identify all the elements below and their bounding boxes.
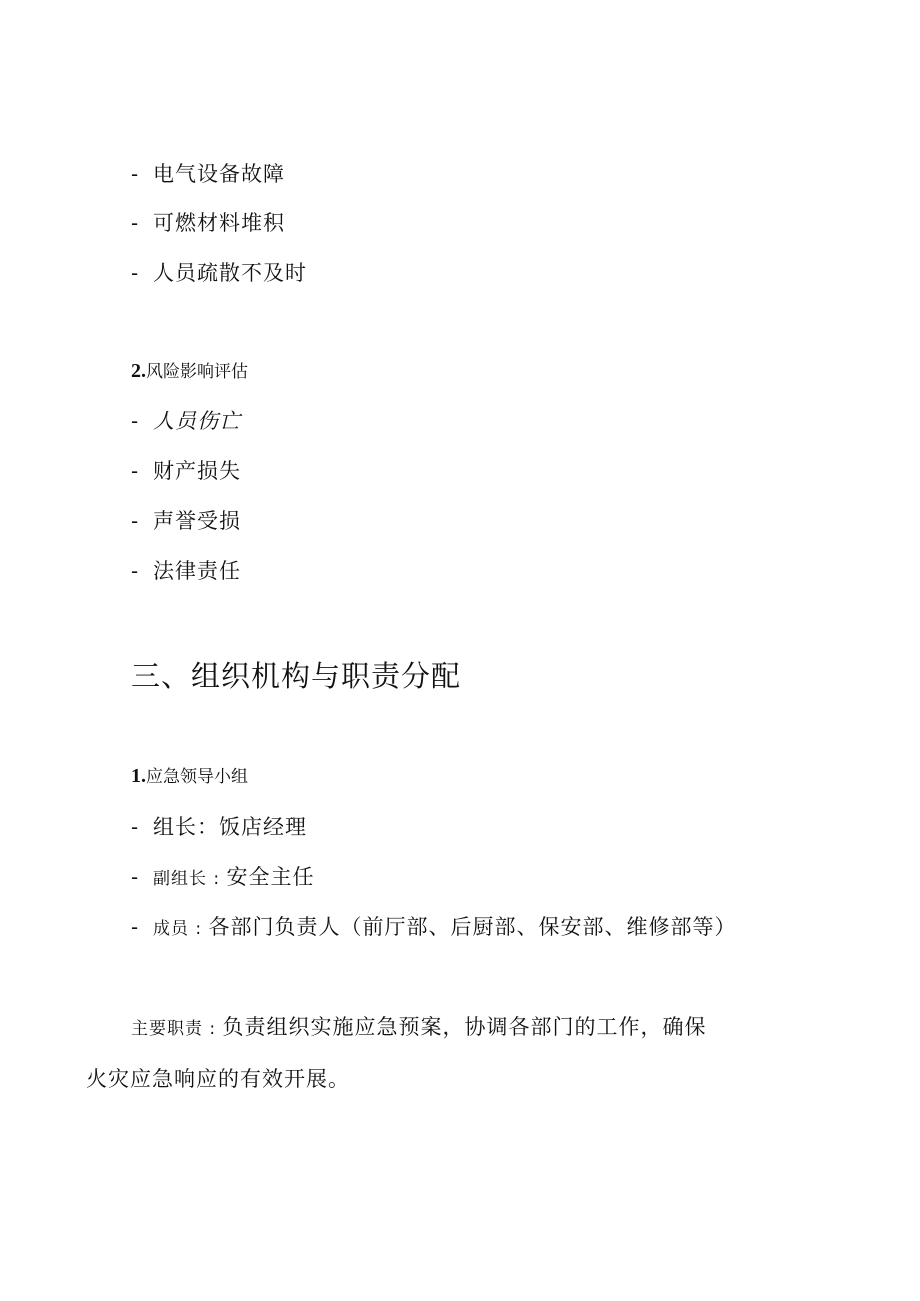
duties-text: 负责组织实施应急预案，协调各部门的工作，确保 <box>222 1015 707 1039</box>
list-dash: - <box>131 211 140 235</box>
list-dash: - <box>131 261 140 285</box>
list-item <box>131 257 307 287</box>
list-item-text: 声誉受损 <box>153 509 241 533</box>
subsection-heading <box>131 357 248 383</box>
list-item <box>131 158 285 188</box>
role-label: 成员 <box>153 919 189 939</box>
role-label: 副组长 <box>153 869 207 889</box>
list-dash: - <box>131 865 140 889</box>
role-value: 安全主任 <box>226 865 315 889</box>
role-separator: : <box>189 919 209 939</box>
duties-paragraph-line <box>131 1011 707 1041</box>
list-dash: - <box>131 459 140 483</box>
list-item-text: 财产损失 <box>153 459 241 483</box>
list-item <box>131 405 241 435</box>
subsection-title: 风险影响评估 <box>146 362 248 382</box>
subsection-number: 2. <box>131 360 146 382</box>
subsection-number: 1. <box>131 765 146 787</box>
role-label: 组长： <box>153 815 219 839</box>
subsection-title: 应急领导小组 <box>146 767 248 787</box>
role-deputy <box>131 861 315 891</box>
list-item-text: 法律责任 <box>153 559 241 583</box>
role-separator: : <box>207 869 227 889</box>
role-leader <box>131 811 307 841</box>
list-item-text: 人员伤亡 <box>153 409 241 433</box>
list-dash: - <box>131 509 140 533</box>
section-heading: 三、组织机构与职责分配 <box>131 659 462 693</box>
list-item <box>131 455 241 485</box>
list-dash: - <box>131 815 140 839</box>
duties-paragraph-line: 火灾应急响应的有效开展。 <box>86 1067 350 1091</box>
list-item-text: 人员疏散不及时 <box>153 261 307 285</box>
list-item <box>131 505 241 535</box>
list-item <box>131 207 285 237</box>
list-dash: - <box>131 409 140 433</box>
duties-separator: : <box>203 1019 223 1039</box>
role-members <box>131 911 737 941</box>
list-dash: - <box>131 915 140 939</box>
role-value: 各部门负责人（前厅部、后厨部、保安部、维修部等） <box>208 915 737 939</box>
subsection-heading <box>131 762 248 788</box>
list-item-text: 电气设备故障 <box>153 162 285 186</box>
role-value: 饭店经理 <box>219 815 307 839</box>
list-dash: - <box>131 162 140 186</box>
list-item <box>131 555 241 585</box>
duties-label: 主要职责 <box>131 1019 203 1039</box>
list-dash: - <box>131 559 140 583</box>
list-item-text: 可燃材料堆积 <box>153 211 285 235</box>
